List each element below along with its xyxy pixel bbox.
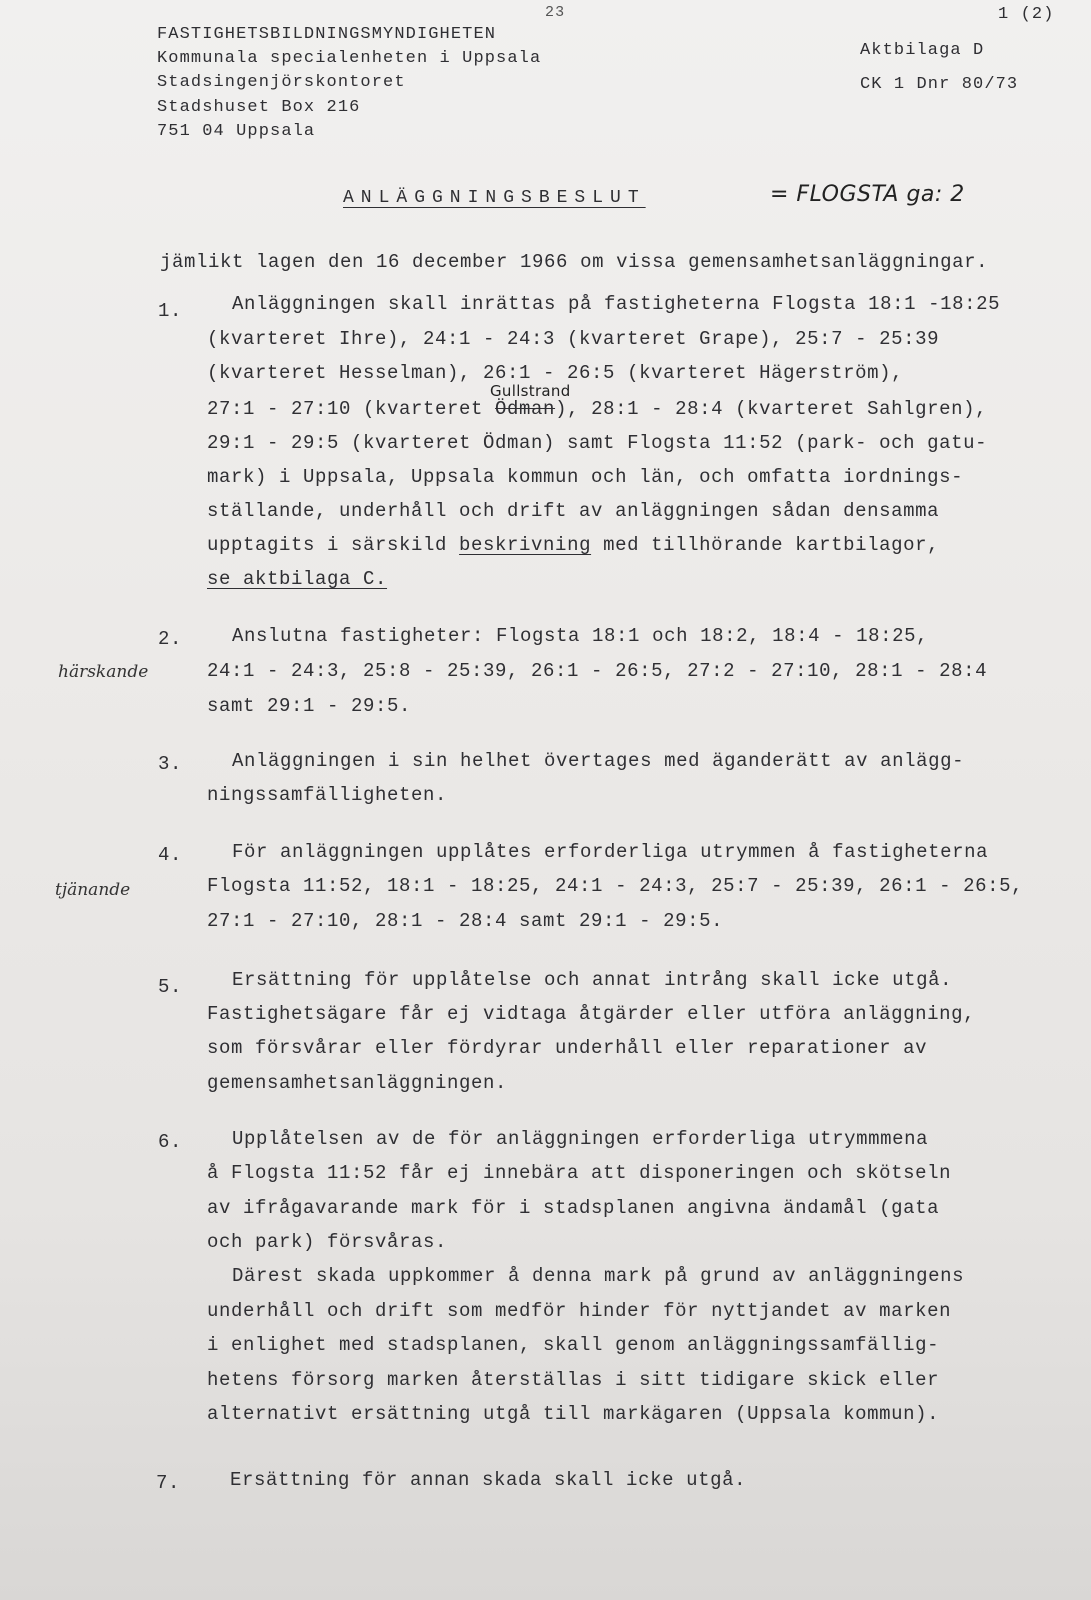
- section-line: alternativt ersättning utgå till markägaren (Uppsala kommun).: [207, 1403, 940, 1425]
- struck-name: Ödman: [495, 398, 556, 420]
- section-line: [207, 534, 939, 556]
- section-line: Ersättning för upplåtelse och annat intrång skall icke utgå.: [232, 969, 953, 991]
- section-line: Anläggningen skall inrättas på fastigheterna Flogsta 18:1 -18:25: [232, 293, 1001, 315]
- inserted-handwritten-name: Gullstrand: [490, 382, 571, 400]
- section-line: i enlighet med stadsplanen, skall genom anläggningssamfällig-: [207, 1334, 940, 1356]
- section-line: underhåll och drift som medför hinder för nyttjandet av marken: [207, 1300, 952, 1322]
- case-reference: CK 1 Dnr 80/73: [860, 75, 1019, 94]
- section-line: Därest skada uppkommer å denna mark på grund av anläggningens: [232, 1265, 965, 1287]
- section-number: 7.: [156, 1472, 181, 1494]
- section-line: gemensamhetsanläggningen.: [207, 1072, 508, 1094]
- header-address: Stadshuset Box 216: [157, 98, 361, 117]
- section-number: 1.: [158, 300, 183, 322]
- section-line: Fastighetsägare får ej vidtaga åtgärder eller utföra anläggning,: [207, 1003, 976, 1025]
- section-line: [207, 398, 987, 420]
- top-mark: 23: [545, 4, 566, 21]
- section-line-start: 27:1 - 27:10 (kvarteret: [207, 398, 496, 420]
- section-line: 29:1 - 29:5 (kvarteret Ödman) samt Flogsta 11:52 (park- och gatu-: [207, 432, 988, 454]
- section-line: Upplåtelsen av de för anläggningen erforderliga utrymmmena: [232, 1128, 929, 1150]
- section-number: 5.: [158, 976, 183, 998]
- page-number: 1 (2): [998, 5, 1055, 24]
- section-line: ningssamfälligheten.: [207, 784, 448, 806]
- section-line: (kvarteret Ihre), 24:1 - 24:3 (kvarteret Grape), 25:7 - 25:39: [207, 328, 940, 350]
- section-number: 3.: [158, 753, 183, 775]
- section-number: 6.: [158, 1131, 183, 1153]
- section-line: För anläggningen upplåtes erforderliga utrymmen å fastigheterna: [232, 841, 989, 863]
- section-line: (kvarteret Hesselman), 26:1 - 26:5 (kvarteret Hägerström),: [207, 362, 904, 384]
- beskrivning-link-text: beskrivning: [459, 534, 592, 556]
- header-office: Stadsingenjörskontoret: [157, 73, 406, 92]
- section-number: 4.: [158, 844, 183, 866]
- section-line: hetens försorg marken återställas i sitt tidigare skick eller: [207, 1369, 940, 1391]
- section-line: av ifrågavarande mark för i stadsplanen angivna ändamål (gata: [207, 1197, 940, 1219]
- section-line: och park) försvåras.: [207, 1231, 448, 1253]
- intro-text: jämlikt lagen den 16 december 1966 om vissa gemensamhetsanläggningar.: [160, 251, 989, 273]
- section-line: som försvårar eller fördyrar underhåll eller reparationer av: [207, 1037, 928, 1059]
- margin-note-tjanande: tjänande: [55, 880, 131, 900]
- section-line-tail: ), 28:1 - 28:4 (kvarteret Sahlgren),: [555, 398, 988, 420]
- section-line: se aktbilaga C.: [207, 568, 388, 590]
- header-authority: FASTIGHETSBILDNINGSMYNDIGHETEN: [157, 25, 497, 44]
- header-unit: Kommunala specialenheten i Uppsala: [157, 49, 542, 68]
- section-line: 24:1 - 24:3, 25:8 - 25:39, 26:1 - 26:5, 27:2 - 27:10, 28:1 - 28:4: [207, 660, 988, 682]
- section-line: samt 29:1 - 29:5.: [207, 695, 412, 717]
- section-line-start: upptagits i särskild: [207, 534, 460, 556]
- section-line: ställande, underhåll och drift av anläggningen sådan densamma: [207, 500, 940, 522]
- section-line: Anslutna fastigheter: Flogsta 18:1 och 18:2, 18:4 - 18:25,: [232, 625, 929, 647]
- document-title: ANLÄGGNINGSBESLUT: [343, 188, 646, 208]
- aktbilaga-label: Aktbilaga D: [860, 41, 985, 60]
- margin-note-harskande: härskande: [58, 662, 149, 682]
- section-line: Flogsta 11:52, 18:1 - 18:25, 24:1 - 24:3, 25:7 - 25:39, 26:1 - 26:5,: [207, 875, 1024, 897]
- section-line: 27:1 - 27:10, 28:1 - 28:4 samt 29:1 - 29:5.: [207, 910, 724, 932]
- header-postal: 751 04 Uppsala: [157, 122, 316, 141]
- section-line-tail: med tillhörande kartbilagor,: [591, 534, 940, 556]
- section-line: mark) i Uppsala, Uppsala kommun och län, och omfatta iordnings-: [207, 466, 964, 488]
- section-line: Ersättning för annan skada skall icke utgå.: [230, 1469, 747, 1491]
- title-handwritten-note: = FLOGSTA ga: 2: [770, 182, 965, 207]
- section-number: 2.: [158, 628, 183, 650]
- section-line: å Flogsta 11:52 får ej innebära att disponeringen och skötseln: [207, 1162, 952, 1184]
- section-line: Anläggningen i sin helhet övertages med äganderätt av anlägg-: [232, 750, 965, 772]
